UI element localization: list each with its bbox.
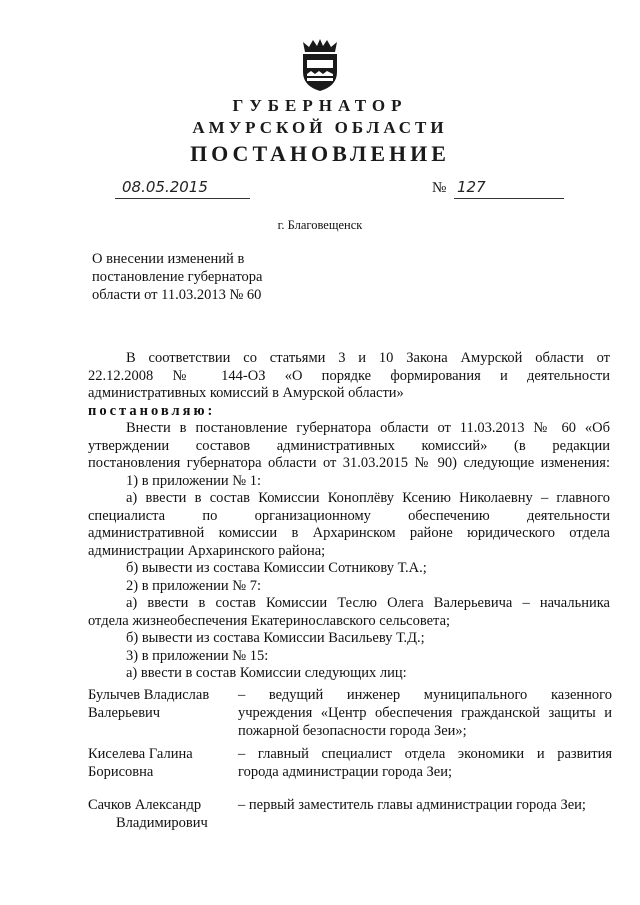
list-item: а) ввести в состав Комиссии следующих лиц: <box>126 665 407 681</box>
document-type: ПОСТАНОВЛЕНИЕ <box>190 141 450 166</box>
member-name <box>88 745 238 781</box>
document-date: 08.05.2015 <box>122 178 208 196</box>
subject-line: О внесении изменений в <box>92 251 245 267</box>
document-subject <box>92 250 322 304</box>
member-position <box>238 796 612 814</box>
member-name <box>88 796 238 832</box>
city: г. Благовещенск <box>277 218 363 232</box>
member-position <box>238 686 612 740</box>
paragraph-line: а) ввести в состав Комиссии Коноплёву Ксению Николаевну – главного <box>126 490 610 506</box>
list-item: б) вывести из состава Комиссии Васильеву Т.Д.; <box>126 630 425 646</box>
member-position <box>238 745 612 781</box>
header-region: АМУРСКОЙ ОБЛАСТИ <box>192 118 448 137</box>
paragraph-line: административной комиссии в Архаринском районе юридического отдела <box>88 525 610 541</box>
member-name <box>88 686 238 722</box>
member-position-line: пожарной безопасности города Зеи»; <box>238 723 467 739</box>
list-item: 1) в приложении № 1: <box>126 472 261 489</box>
member-position-line: города администрации города Зеи; <box>238 764 453 780</box>
paragraph-line: а) ввести в состав Комиссии Теслю Олега Валерьевича – начальника <box>126 595 610 611</box>
document-number: 127 <box>457 178 486 196</box>
paragraph-line: администрации Архаринского района; <box>88 542 326 559</box>
intro-line: 22.12.2008 № 144-ОЗ «О порядке формирования и деятельности <box>88 367 610 384</box>
list-item: б) вывести из состава Комиссии Сотникову Т.А.; <box>126 560 427 576</box>
intro-line: В соответствии со статьями 3 и 10 Закона Амурской области от <box>126 350 610 366</box>
member-position-line: – главный специалист отдела экономики и развития <box>238 746 612 762</box>
member-name-line: Борисовна <box>88 764 154 780</box>
member-name-line: Сачков Александр <box>88 797 202 813</box>
member-name-line: Владимирович <box>116 815 208 831</box>
document-body <box>88 350 610 683</box>
paragraph-line: отдела жизнеобеспечения Екатеринославского сельсовета; <box>88 612 451 629</box>
header-governor: ГУБЕРНАТОР <box>232 96 408 115</box>
coat-of-arms-icon <box>297 38 343 92</box>
member-position-line: учреждения «Центр обеспечения гражданской защиты и <box>238 705 612 721</box>
list-item: 3) в приложении № 15: <box>126 647 269 664</box>
number-label: № <box>432 180 447 196</box>
paragraph-line: специалиста по организационному обеспечению деятельности <box>88 507 610 524</box>
paragraph-line: постановления губернатора области от 31.03.2015 № 90) следующие изменения: <box>88 455 610 471</box>
decree-word: постановляю: <box>88 402 216 419</box>
intro-line: административных комиссий в Амурской области» <box>88 385 404 401</box>
member-position-line: – первый заместитель главы администрации города Зеи; <box>238 797 586 813</box>
paragraph-line: Внести в постановление губернатора области от 11.03.2013 № 60 «Об <box>126 420 610 436</box>
member-position-line: – ведущий инженер муниципального казенного <box>238 687 612 703</box>
subject-line: области от 11.03.2013 № 60 <box>92 287 262 303</box>
member-name-line: Киселева Галина <box>88 746 193 762</box>
list-item: 2) в приложении № 7: <box>126 577 261 594</box>
date-underline <box>115 198 250 199</box>
member-name-line: Булычев Владислав <box>88 687 210 703</box>
member-name-line: Валерьевич <box>88 705 161 721</box>
paragraph-line: утверждении составов административных комиссий» (в редакции <box>88 437 610 454</box>
number-underline <box>454 198 564 199</box>
subject-line: постановление губернатора <box>92 269 263 285</box>
